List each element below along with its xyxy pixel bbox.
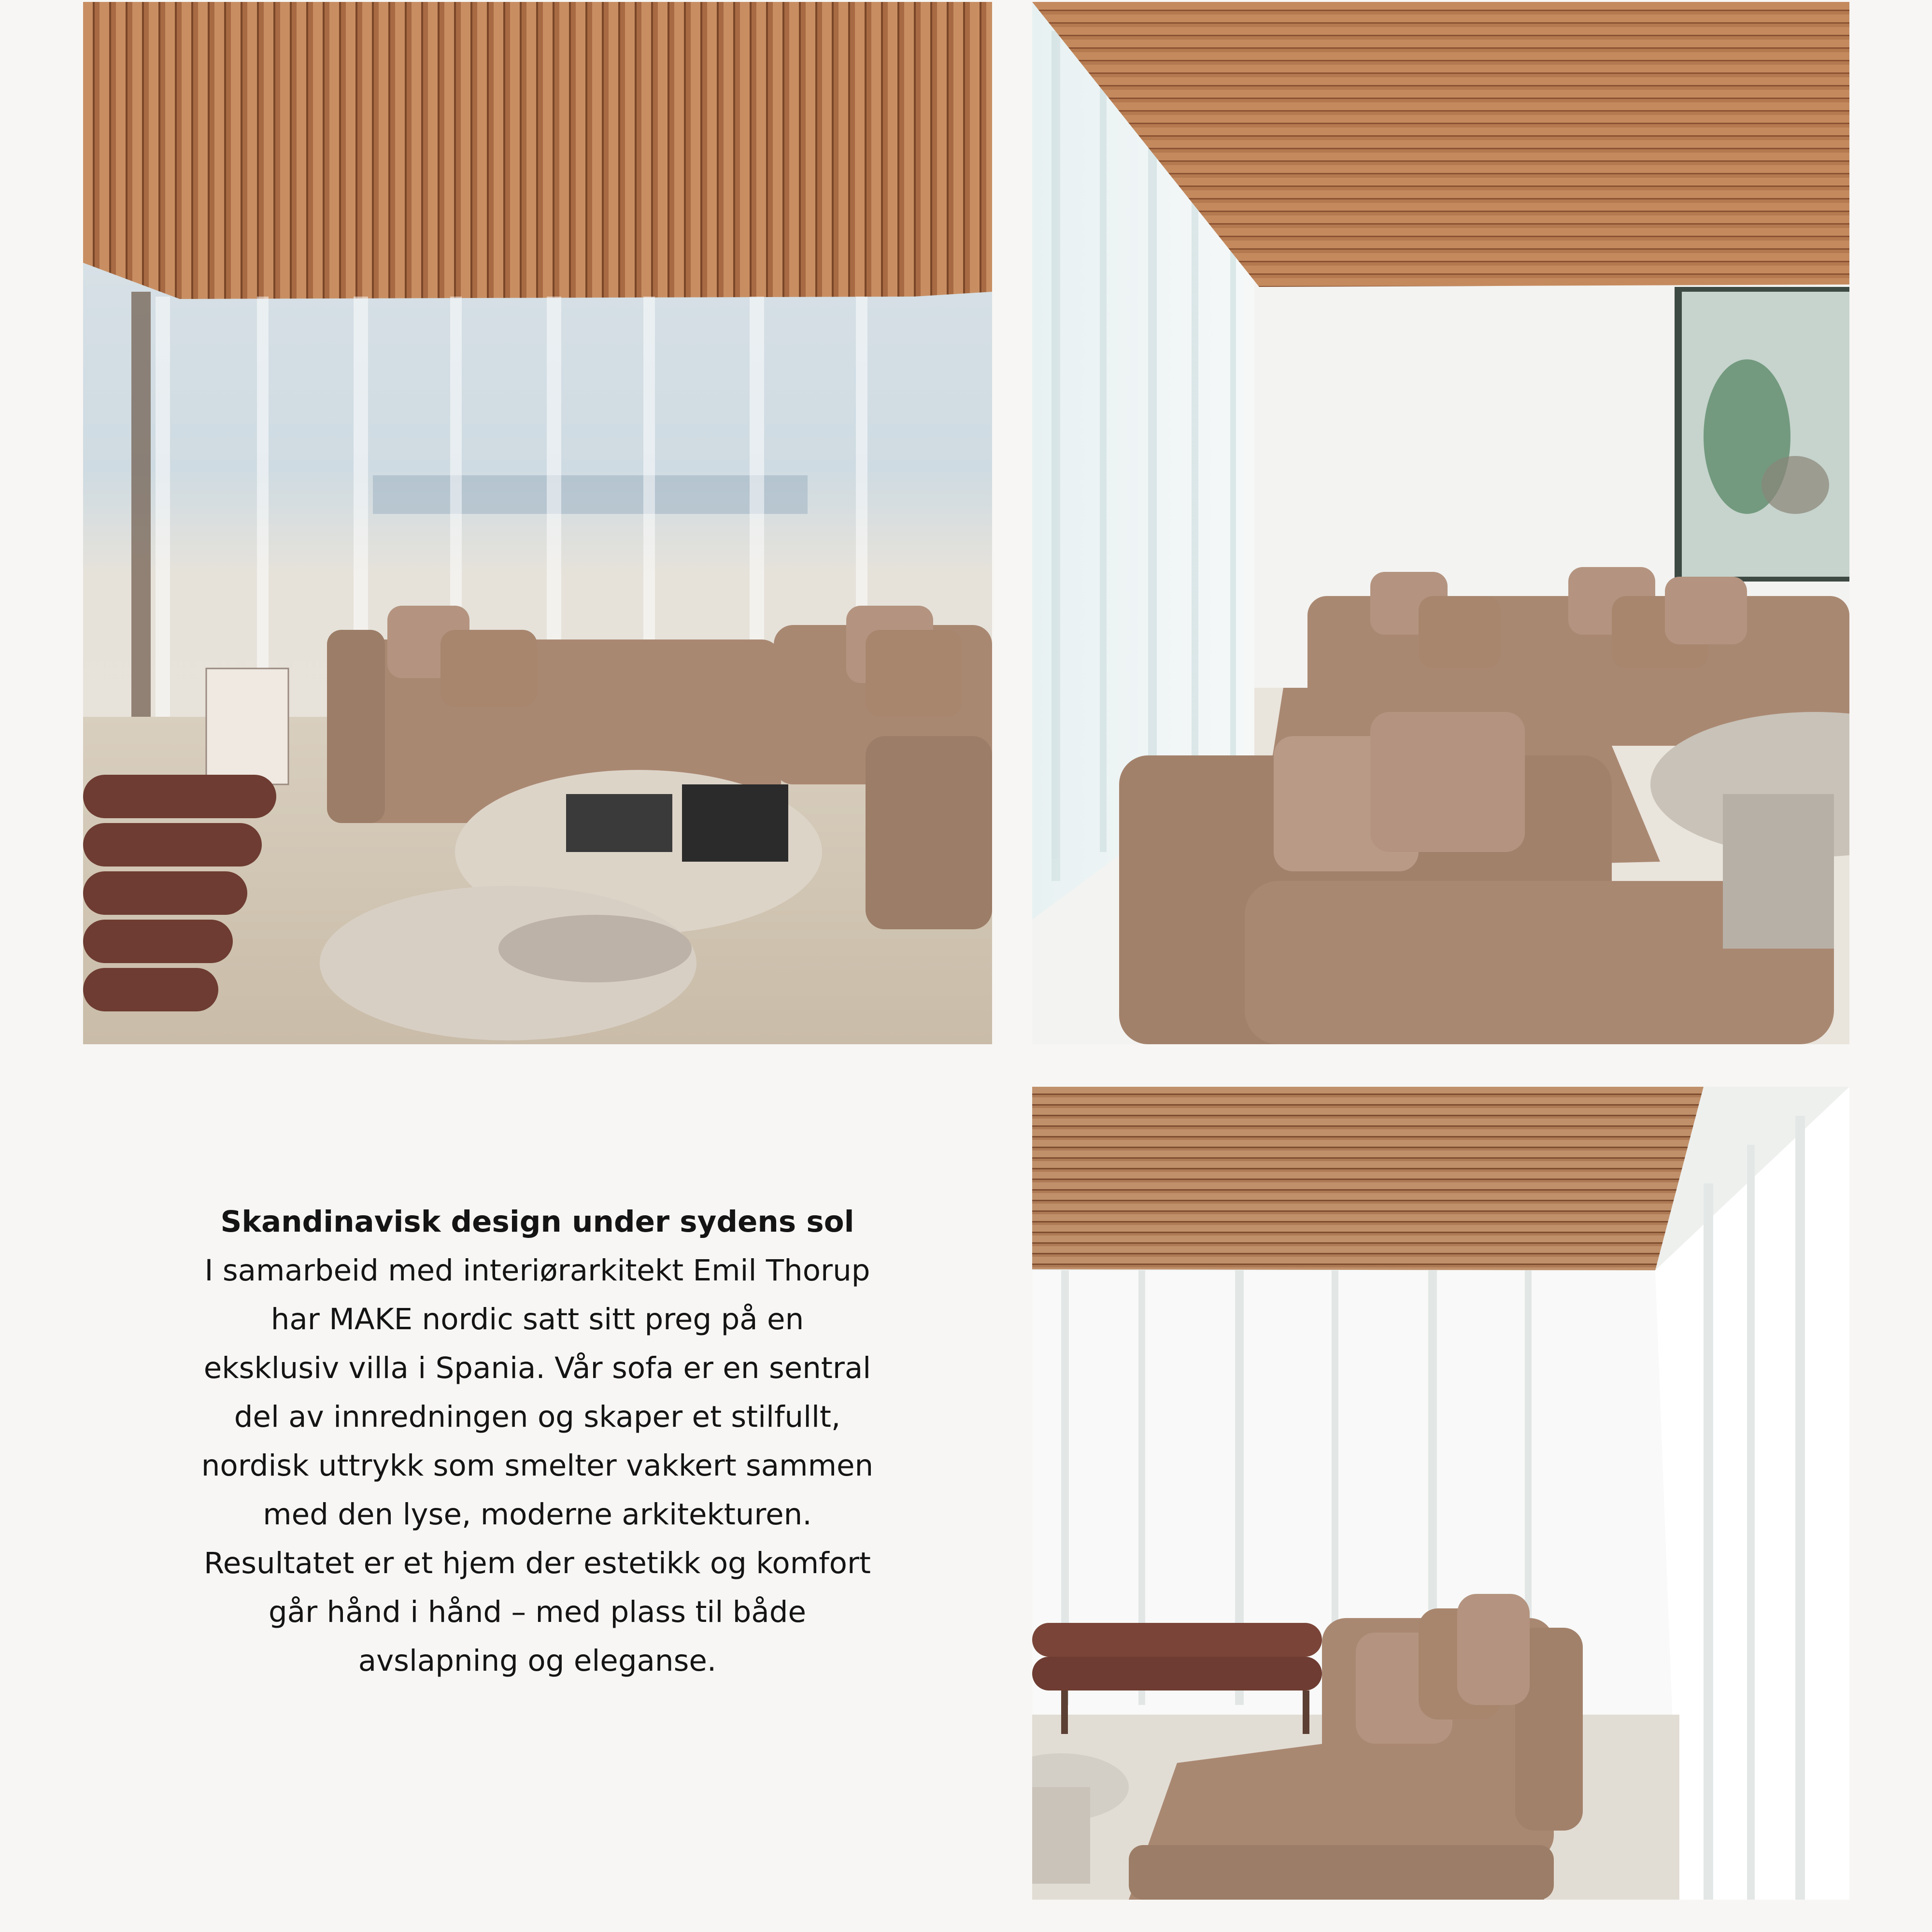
body-line: går hånd i hånd – med plass til både: [268, 1595, 807, 1629]
living-room-photo-2: [1032, 2, 1849, 1044]
body-line: del av innredningen og skaper et stilfullt,: [234, 1400, 841, 1434]
body-line: I samarbeid med interiørarkitekt Emil Thorup: [204, 1253, 870, 1288]
body-line: med den lyse, moderne arkitekturen.: [263, 1497, 812, 1532]
body-line: avslapning og eleganse.: [358, 1644, 717, 1678]
article-body: [159, 1246, 915, 1685]
body-line: eksklusiv villa i Spania. Vår sofa er en sentral: [203, 1351, 871, 1385]
body-line: nordisk uttrykk som smelter vakkert sammen: [201, 1449, 874, 1483]
article-text: [159, 1198, 915, 1685]
living-room-photo-1: [83, 2, 992, 1044]
body-line: Resultatet er et hjem der estetikk og komfort: [204, 1546, 871, 1580]
body-line: har MAKE nordic satt sitt preg på en: [270, 1302, 804, 1336]
article-heading: Skandinavisk design under sydens sol: [220, 1205, 854, 1239]
living-room-photo-3: [1032, 1087, 1849, 1900]
